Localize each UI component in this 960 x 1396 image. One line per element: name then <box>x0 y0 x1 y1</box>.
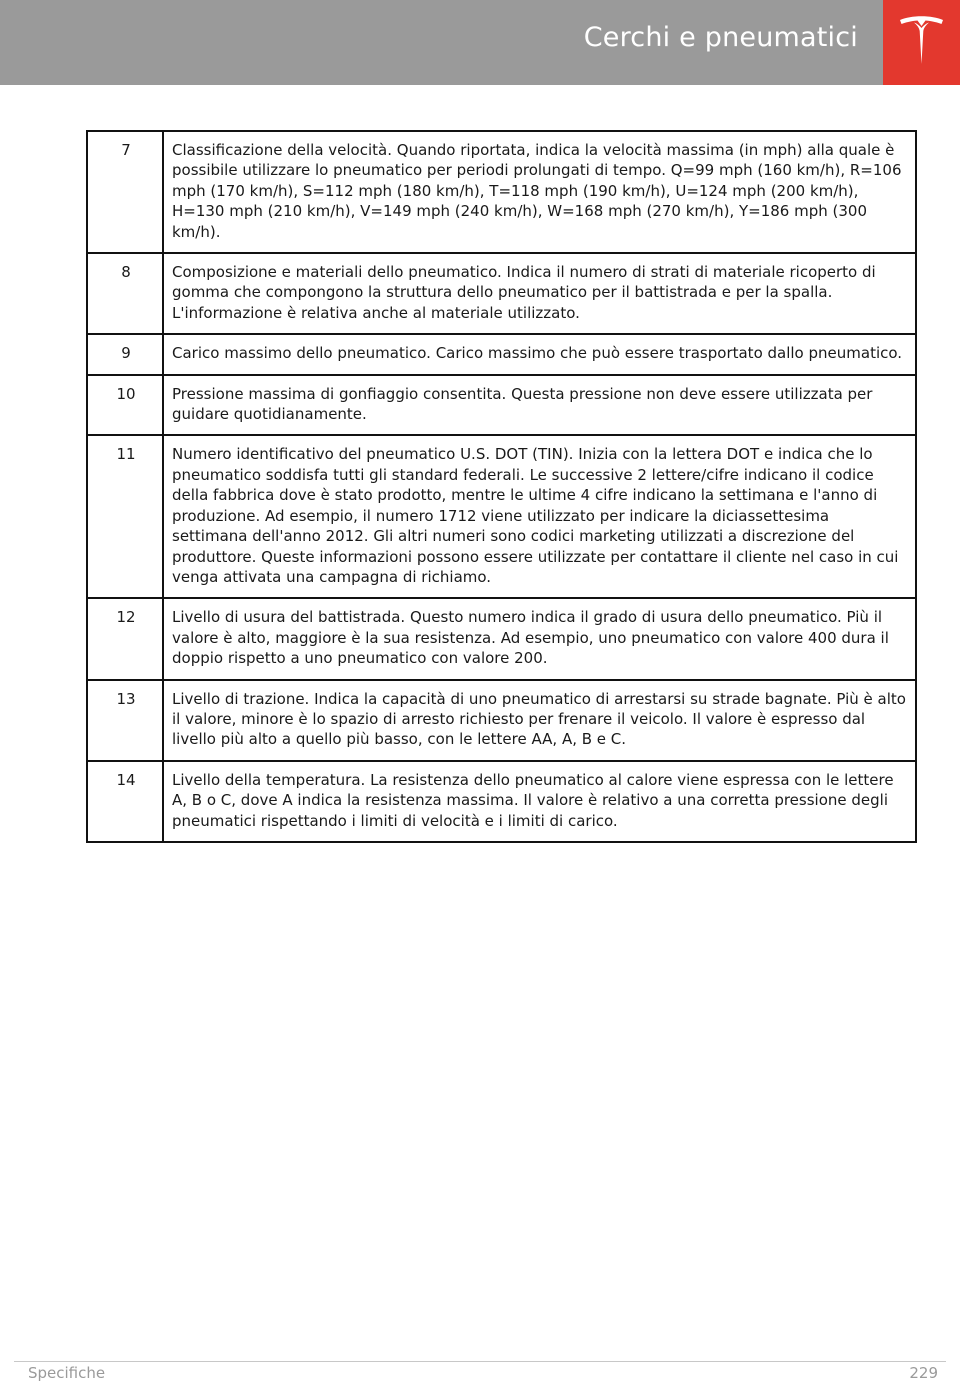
table-row <box>87 253 916 334</box>
table-row <box>87 131 916 253</box>
table-row <box>87 435 916 598</box>
row-number: 10 <box>87 375 163 436</box>
row-number: 8 <box>87 253 163 334</box>
row-number: 14 <box>87 761 163 842</box>
row-number: 13 <box>87 680 163 761</box>
row-number: 11 <box>87 435 163 598</box>
table-row <box>87 334 916 374</box>
table-row <box>87 375 916 436</box>
row-description: Livello di trazione. Indica la capacità di uno pneumatico di arrestarsi su strade bagnate. Più è alto il valore, minore è lo spazio di arresto richiesto per frenare il veicolo. Il valore è espresso dal livello più alto a quello più basso, con le lettere AA, A, B e C. <box>163 680 916 761</box>
row-description: Carico massimo dello pneumatico. Carico massimo che può essere trasportato dallo pneumatico. <box>163 334 916 374</box>
row-number: 7 <box>87 131 163 253</box>
logo-badge <box>883 0 960 85</box>
tire-marking-table <box>86 130 917 843</box>
row-description: Livello di usura del battistrada. Questo numero indica il grado di usura dello pneumatico. Più il valore è alto, maggiore è la sua resistenza. Ad esempio, uno pneumatico con valore 400 dura il doppio rispetto a uno pneumatico con valore 200. <box>163 598 916 679</box>
table-row <box>87 598 916 679</box>
footer-section-name: Specifiche <box>28 1364 106 1382</box>
footer-divider <box>14 1361 946 1362</box>
row-number: 9 <box>87 334 163 374</box>
page-number: 229 <box>909 1364 938 1382</box>
page-header <box>0 0 960 85</box>
table-row <box>87 680 916 761</box>
tesla-logo-icon <box>897 14 946 68</box>
table-row <box>87 761 916 842</box>
row-description: Pressione massima di gonfiaggio consentita. Questa pressione non deve essere utilizzata per guidare quotidianamente. <box>163 375 916 436</box>
row-description: Classificazione della velocità. Quando riportata, indica la velocità massima (in mph) alla quale è possibile utilizzare lo pneumatico per periodi prolungati di tempo. Q=99 mph (160 km/h), R=106 mph (170 km/h), S=112 mph (180 km/h), T=118 mph (190 km/h), U=124 mph (200 km/h), H=130 mph (210 km/h), V=149 mph (240 km/h), W=168 mph (270 km/h), Y=186 mph (300 km/h). <box>163 131 916 253</box>
row-description: Numero identificativo del pneumatico U.S. DOT (TIN). Inizia con la lettera DOT e indica che lo pneumatico soddisfa tutti gli standard federali. Le successive 2 lettere/cifre indicano il codice della fabbrica dove è stato prodotto, mentre le ultime 4 cifre indicano la settimana e l'anno di produzione. Ad esempio, il numero 1712 viene utilizzato per indicare la diciassettesima settimana dell'anno 2012. Gli altri numeri sono codici marketing utilizzati a discrezione del produttore. Queste informazioni possono essere utilizzate per contattare il cliente nel caso in cui venga attivata una campagna di richiamo. <box>163 435 916 598</box>
page-title: Cerchi e pneumatici <box>583 22 858 53</box>
row-description: Composizione e materiali dello pneumatico. Indica il numero di strati di materiale ricoperto di gomma che compongono la struttura dello pneumatico per il battistrada e per la spalla. L'informazione è relativa anche al materiale utilizzato. <box>163 253 916 334</box>
row-description: Livello della temperatura. La resistenza dello pneumatico al calore viene espressa con le lettere A, B o C, dove A indica la resistenza massima. Il valore è relativo a una corretta pressione degli pneumatici rispettando i limiti di velocità e i limiti di carico. <box>163 761 916 842</box>
row-number: 12 <box>87 598 163 679</box>
